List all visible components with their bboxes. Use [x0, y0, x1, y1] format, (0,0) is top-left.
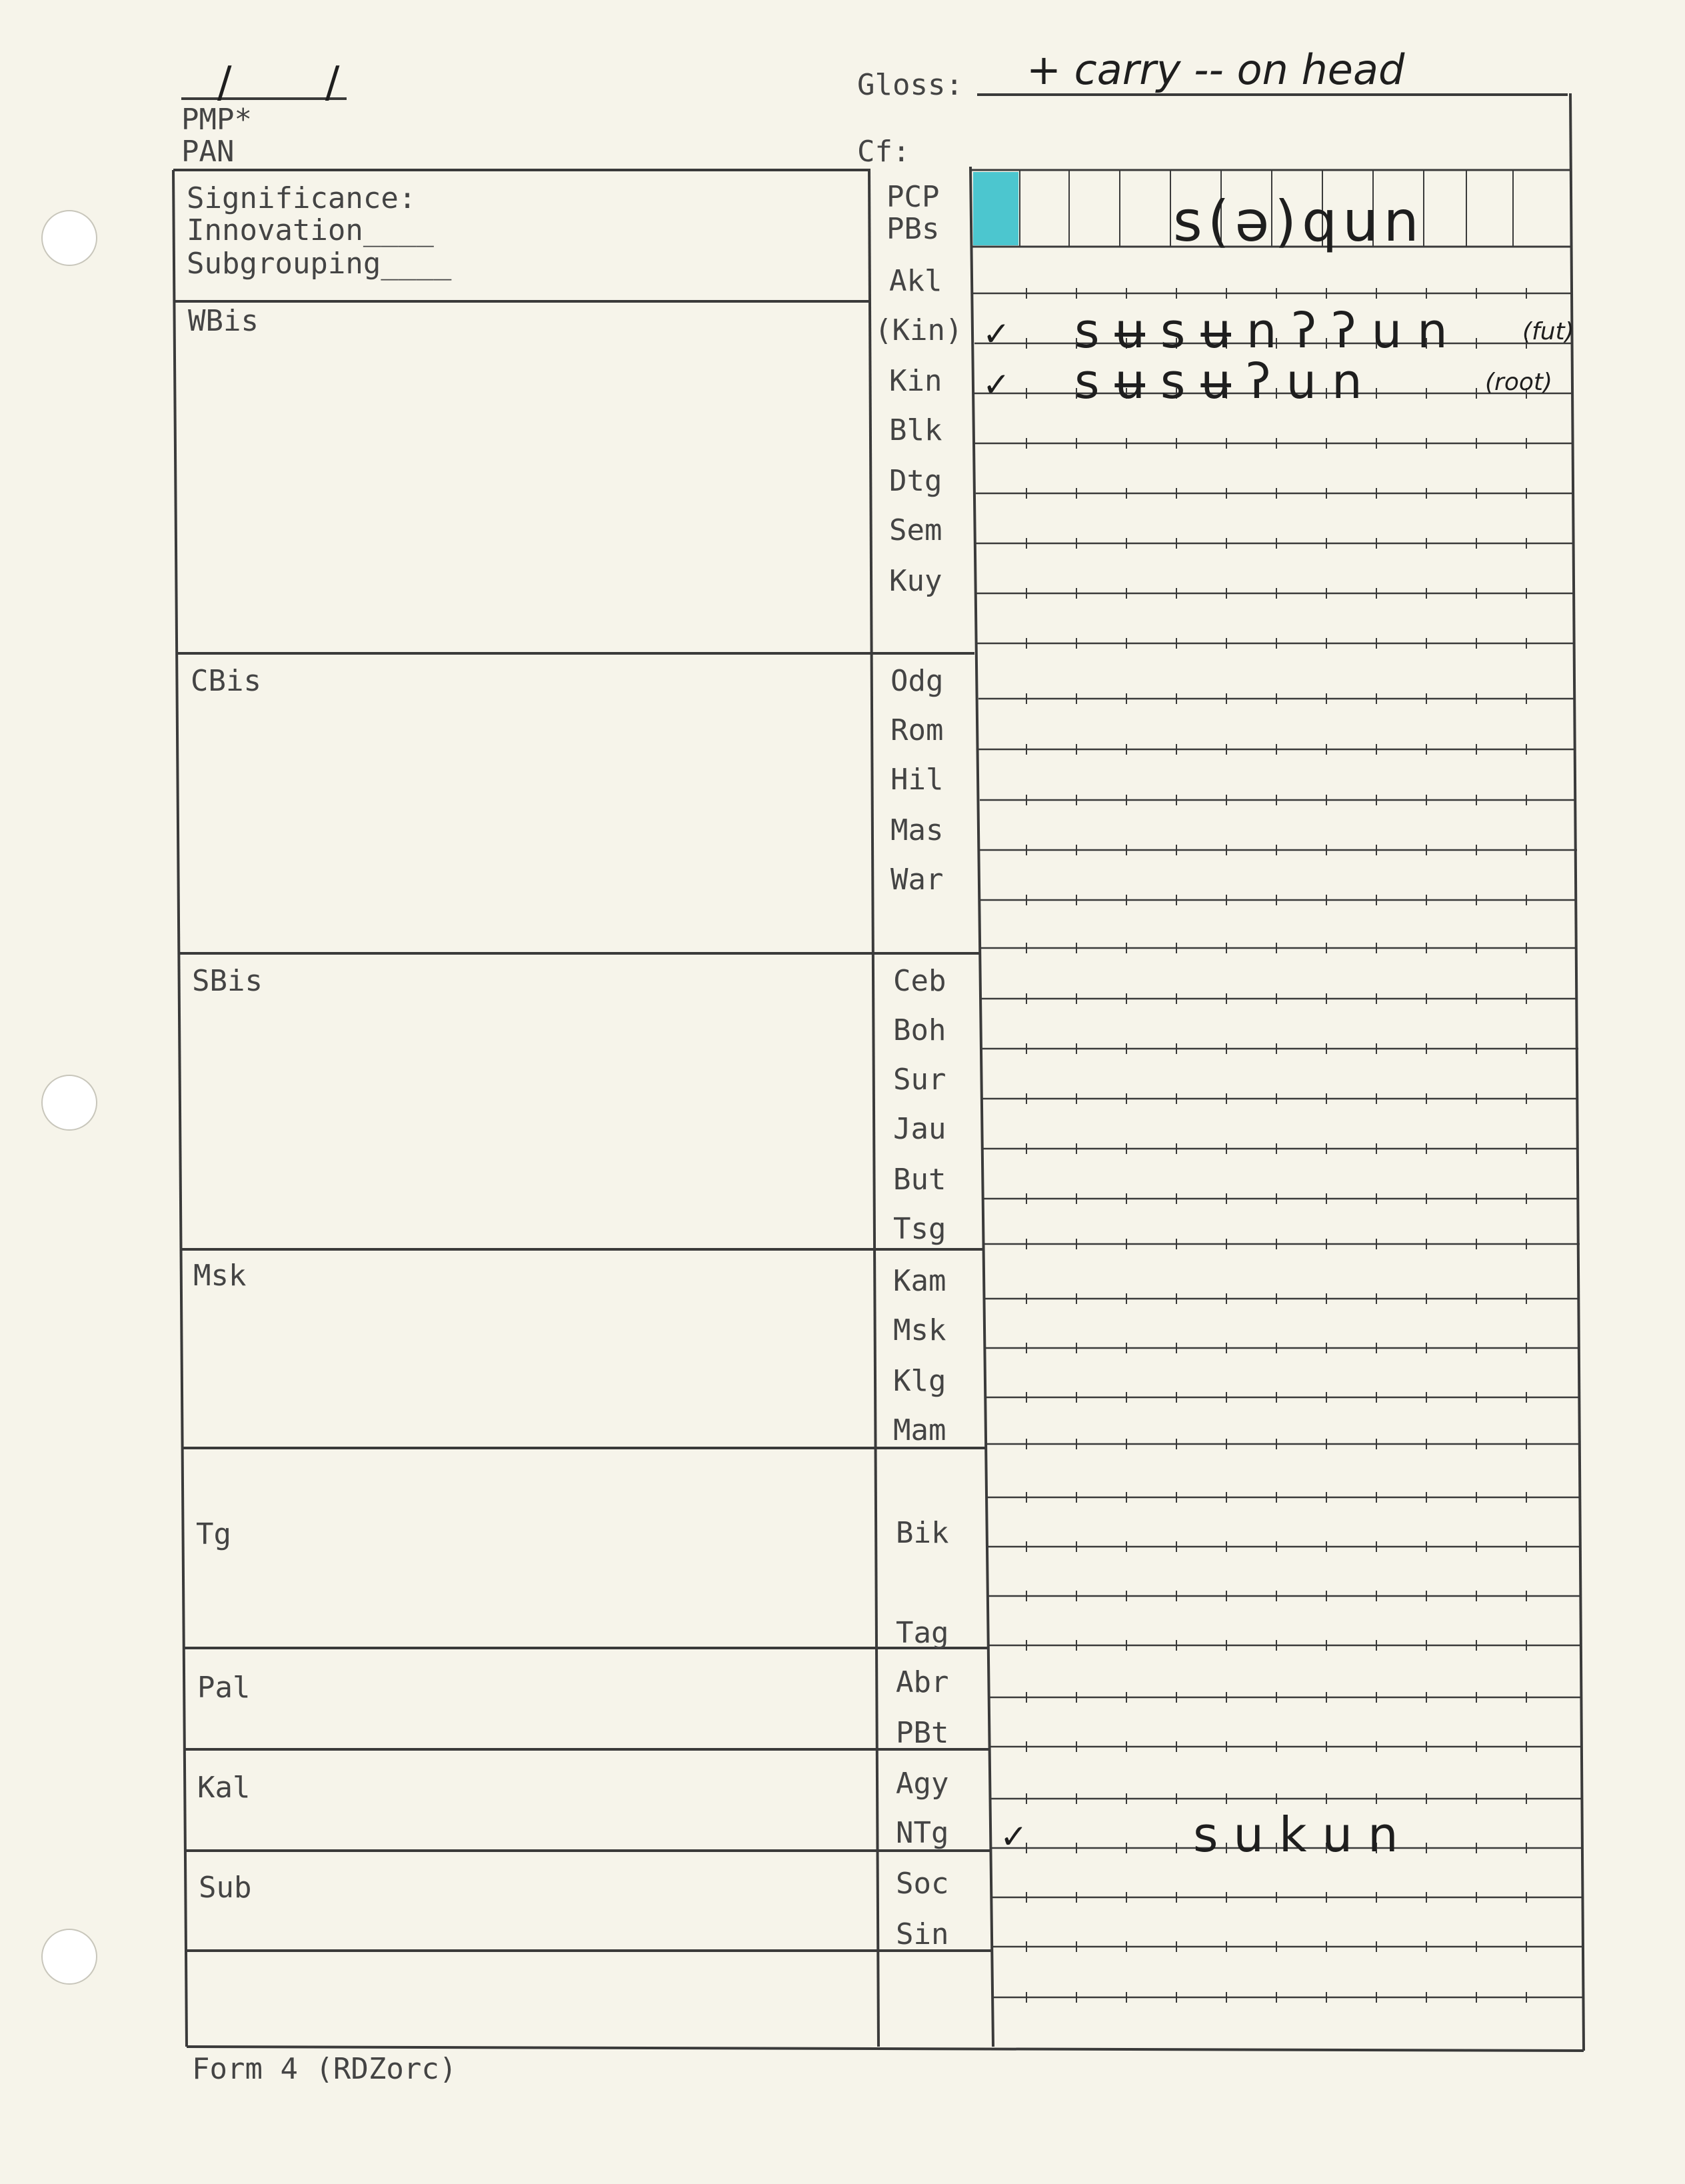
kin-paren-check: ✓	[982, 315, 1010, 353]
lang-mas: Mas	[890, 813, 944, 847]
lang-pbs: PBs	[886, 212, 940, 246]
lang-klg: Klg	[893, 1364, 946, 1398]
subgrouping-field: Subgrouping____	[187, 247, 452, 281]
pan-label: PAN	[181, 135, 235, 169]
lang-sur: Sur	[893, 1063, 946, 1097]
form-label: Form 4 (RDZorc)	[192, 2052, 457, 2086]
ntg-form: s u k u n	[1193, 1807, 1398, 1863]
region-wbis: WBis	[188, 304, 259, 338]
lang-blk: Blk	[889, 413, 942, 447]
lang-ceb: Ceb	[893, 964, 946, 998]
pmp-label: PMP*	[181, 103, 252, 137]
lang-kin: Kin	[889, 364, 942, 398]
lang-sem: Sem	[889, 513, 942, 547]
lang-abr: Abr	[896, 1665, 949, 1699]
region-sub: Sub	[199, 1871, 252, 1905]
kin-paren-form: s ʉ s ʉ n ʔ ʔ u n	[1074, 303, 1448, 359]
lang-agy: Agy	[896, 1767, 949, 1801]
cf-label: Cf:	[857, 135, 910, 169]
lang-odg: Odg	[890, 664, 944, 698]
lang-tag: Tag	[896, 1616, 949, 1650]
kin-paren-note: (fut)	[1522, 318, 1574, 345]
lang-bik: Bik	[896, 1516, 949, 1550]
lang-akl: Akl	[889, 264, 942, 298]
significance-title: Significance:	[187, 181, 417, 215]
region-cbis: CBis	[191, 664, 261, 698]
lang-msk: Msk	[893, 1313, 946, 1347]
lang-pcp: PCP	[886, 180, 940, 214]
lang-boh: Boh	[893, 1013, 946, 1047]
lang-kin-paren: (Kin)	[874, 313, 963, 347]
lang-war: War	[890, 863, 944, 897]
lang-ntg: NTg	[896, 1816, 949, 1850]
lang-sin: Sin	[896, 1917, 949, 1951]
lang-pbt: PBt	[896, 1716, 949, 1750]
region-kal: Kal	[197, 1771, 251, 1805]
lang-but: But	[893, 1163, 946, 1197]
pbs-form: s(ə)qun	[1173, 189, 1424, 254]
lang-rom: Rom	[890, 713, 944, 747]
region-pal: Pal	[197, 1671, 251, 1705]
gloss-label: Gloss:	[857, 68, 963, 102]
lang-soc: Soc	[896, 1867, 949, 1901]
lang-tsg: Tsg	[893, 1212, 946, 1246]
ntg-check: ✓	[1000, 1817, 1028, 1856]
kin-check: ✓	[982, 365, 1010, 404]
lang-jau: Jau	[893, 1112, 946, 1146]
gloss-value: + carry -- on head	[1026, 45, 1405, 94]
region-sbis: SBis	[192, 964, 263, 998]
lang-dtg: Dtg	[889, 464, 942, 498]
lang-kuy: Kuy	[889, 564, 942, 598]
lang-kam: Kam	[893, 1264, 946, 1298]
highlight-cell	[973, 172, 1018, 245]
region-msk: Msk	[193, 1259, 247, 1293]
region-tg: Tg	[196, 1517, 231, 1551]
lang-hil: Hil	[890, 763, 944, 797]
lang-mam: Mam	[893, 1413, 946, 1447]
kin-note: (root)	[1485, 369, 1553, 396]
date-field: / /	[217, 58, 380, 107]
kin-form: s ʉ s ʉ ʔ u n	[1074, 353, 1362, 409]
innovation-field: Innovation____	[187, 213, 434, 247]
